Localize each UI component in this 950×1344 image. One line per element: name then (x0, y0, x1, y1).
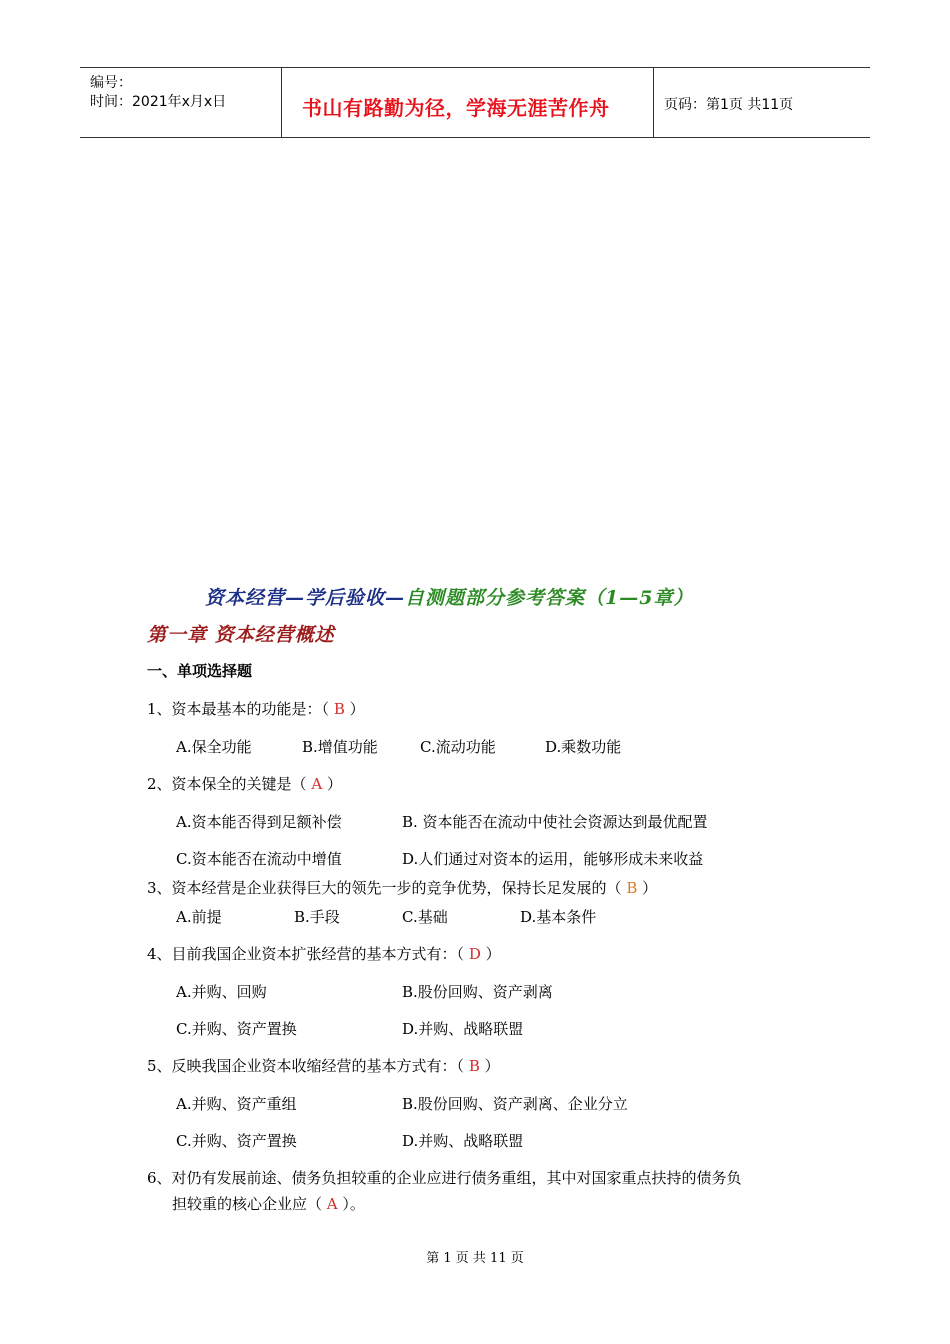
section-heading: 一、单项选择题 (147, 662, 253, 680)
answer: B (333, 700, 345, 718)
question-text: 4、目前我国企业资本扩张经营的基本方式有：（ (147, 945, 469, 963)
page-footer: 第 1 页 共 11 页 (426, 1251, 524, 1266)
question-6-line-1: 6、对仍有发展前途、债务负担较重的企业应进行债务重组，其中对国家重点扶持的债务负 (147, 1169, 742, 1187)
option-a: A.并购、回购 (176, 983, 267, 1001)
answer: D (468, 945, 481, 963)
question-1 (147, 698, 365, 719)
option-b: B.股份回购、资产剥离 (402, 983, 553, 1001)
option-c: C.流动功能 (420, 738, 496, 756)
question-suffix: ） (479, 1057, 500, 1075)
question-text: 担较重的核心企业应（ (172, 1195, 327, 1213)
question-suffix: ）。 (337, 1195, 365, 1213)
answer: B (468, 1057, 480, 1075)
question-text: 5、反映我国企业资本收缩经营的基本方式有：（ (147, 1057, 469, 1075)
question-text: 1、资本最基本的功能是：（ (147, 700, 334, 718)
option-c: C.基础 (402, 908, 448, 926)
answer: A (311, 775, 323, 793)
question-text: 3、资本经营是企业获得巨大的领先一步的竞争优势，保持长足发展的（ (147, 879, 627, 897)
option-d: D.乘数功能 (545, 738, 622, 756)
motto-text: 书山有路勤为径，学海无涯苦作舟 (302, 96, 610, 120)
option-b: B. 资本能否在流动中使社会资源达到最优配置 (402, 813, 708, 831)
option-b: B.股份回购、资产剥离、企业分立 (402, 1095, 628, 1113)
question-suffix: ） (322, 775, 342, 793)
question-6-line-2 (172, 1193, 365, 1214)
page-header (80, 67, 870, 138)
question-5 (147, 1055, 500, 1076)
header-meta-cell (80, 68, 282, 137)
option-d: D.并购、战略联盟 (402, 1020, 524, 1038)
option-d: D.人们通过对资本的运用，能够形成未来收益 (402, 850, 704, 868)
option-c: C.并购、资产置换 (176, 1020, 297, 1038)
question-suffix: ） (480, 945, 501, 963)
title-part-2: 自测题部分参考答案（1—5章） (405, 587, 694, 609)
document-title (205, 583, 693, 610)
question-suffix: ） (637, 879, 658, 897)
option-b: B.增值功能 (302, 738, 378, 756)
option-c: C.并购、资产置换 (176, 1132, 297, 1150)
option-c: C.资本能否在流动中增值 (176, 850, 342, 868)
header-page-info: 页码：第1页 共11页 (664, 97, 794, 113)
number-label: 编号： (90, 75, 132, 91)
header-motto-cell (282, 68, 654, 137)
time-label: 时间：2021年x月x日 (90, 94, 227, 110)
question-suffix: ） (344, 700, 365, 718)
option-d: D.基本条件 (520, 908, 597, 926)
answer: A (326, 1195, 338, 1213)
question-2 (147, 773, 342, 794)
option-a: A.并购、资产重组 (176, 1095, 297, 1113)
option-b: B.手段 (294, 908, 340, 926)
question-4 (147, 943, 501, 964)
chapter-heading: 第一章 资本经营概述 (147, 624, 335, 646)
option-a: A.保全功能 (176, 738, 252, 756)
answer: B (626, 879, 638, 897)
title-part-1: 资本经营—学后验收— (205, 587, 406, 609)
option-a: A.资本能否得到足额补偿 (176, 813, 342, 831)
option-a: A.前提 (176, 908, 222, 926)
question-3 (147, 877, 657, 898)
header-page-cell (654, 68, 870, 137)
question-text: 2、资本保全的关键是（ (147, 775, 312, 793)
option-d: D.并购、战略联盟 (402, 1132, 524, 1150)
